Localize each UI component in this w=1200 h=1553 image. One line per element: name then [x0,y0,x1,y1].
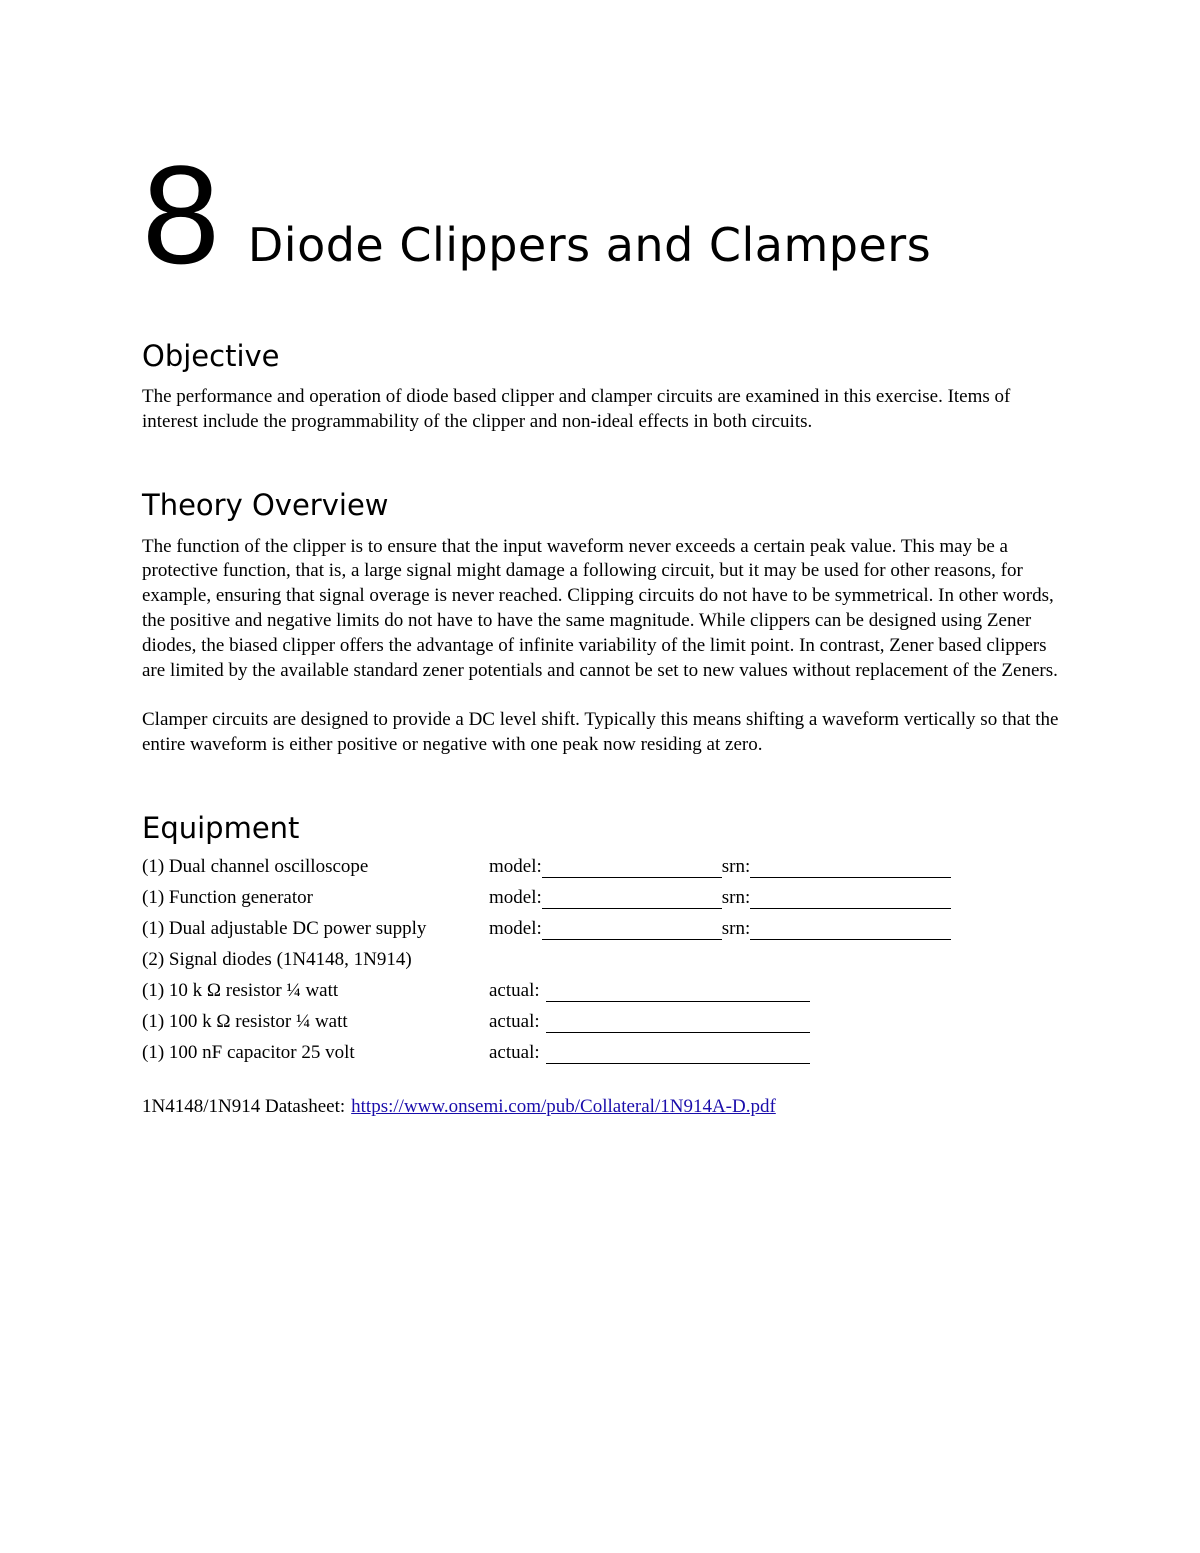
equipment-item: (1) 10 k Ω resistor ¼ watt [142,980,339,1002]
actual-label: actual: [489,980,540,1002]
equipment-item: (1) Dual adjustable DC power supply [142,918,427,940]
sn-blank[interactable] [750,920,951,940]
objective-text: The performance and operation of diode based clipper and clamper circuits are examined in this exercise. Items of interest include the programmability of the clipper and non-ideal effects in both circuits. [142,386,1011,432]
chapter-title: Diode Clippers and Clampers [247,218,932,272]
equipment-row-100k-resistor [142,1007,1062,1038]
chapter-number: 8 [142,136,220,293]
model-sn-fields [489,887,951,909]
theory-heading: Theory Overview [142,487,389,522]
model-blank[interactable] [542,920,722,940]
equipment-list [142,852,1062,1069]
equipment-row-power-supply [142,914,1062,945]
actual-label: actual: [489,1042,540,1064]
sn-label: srn: [721,856,751,878]
equipment-item: (1) 100 k Ω resistor ¼ watt [142,1011,348,1033]
actual-blank[interactable] [546,1013,810,1033]
actual-blank[interactable] [546,982,810,1002]
actual-field [489,1011,810,1033]
equipment-heading: Equipment [142,810,300,845]
datasheet-label: 1N4148/1N914 Datasheet: [142,1095,346,1117]
model-sn-fields [489,856,951,878]
model-label: model: [489,856,542,878]
equipment-item: (1) Function generator [142,887,313,909]
sn-blank[interactable] [750,889,951,909]
model-label: model: [489,887,542,909]
equipment-row-oscilloscope [142,852,1062,883]
equipment-row-10k-resistor [142,976,1062,1007]
model-blank[interactable] [542,889,722,909]
objective-heading: Objective [142,339,280,373]
datasheet-line [142,1096,1062,1118]
datasheet-link[interactable]: https://www.onsemi.com/pub/Collateral/1N914A-D.pdf [351,1095,776,1117]
equipment-row-signal-diodes [142,945,1062,976]
sn-label: srn: [721,887,751,909]
equipment-row-capacitor [142,1038,1062,1069]
theory-paragraph-1: The function of the clipper is to ensure that the input waveform never exceeds a certain peak value. This may be a protective function, that is, a large signal might damage a following circuit, but it may be used for other reasons, for example, ensuring that signal overage is never reached. Clipping circuits do not have to be symmetrical. In other words, the positive and negative limits do not have to have the same magnitude. While clippers can be designed using Zener diodes, the biased clipper offers the advantage of infinite variability of the limit point. In contrast, Zener based clippers are limited by the available standard zener potentials and cannot be set to new values without replacement of the Zeners. [142,535,1058,681]
equipment-item: (2) Signal diodes (1N4148, 1N914) [142,949,412,971]
equipment-item: (1) 100 nF capacitor 25 volt [142,1042,355,1064]
actual-field [489,1042,810,1064]
actual-field [489,980,810,1002]
sn-label: srn: [721,918,751,940]
theory-paragraph-2: Clamper circuits are designed to provide a DC level shift. Typically this means shifting a waveform vertically so that the entire waveform is either positive or negative with one peak now residing at zero. [142,709,1059,756]
sn-blank[interactable] [750,858,951,878]
equipment-item: (1) Dual channel oscilloscope [142,856,369,878]
model-sn-fields [489,918,951,940]
equipment-row-function-generator [142,883,1062,914]
actual-blank[interactable] [546,1044,810,1064]
chapter-header [142,136,1062,293]
document-page [142,136,1062,1118]
model-blank[interactable] [542,858,722,878]
actual-label: actual: [489,1011,540,1033]
model-label: model: [489,918,542,940]
